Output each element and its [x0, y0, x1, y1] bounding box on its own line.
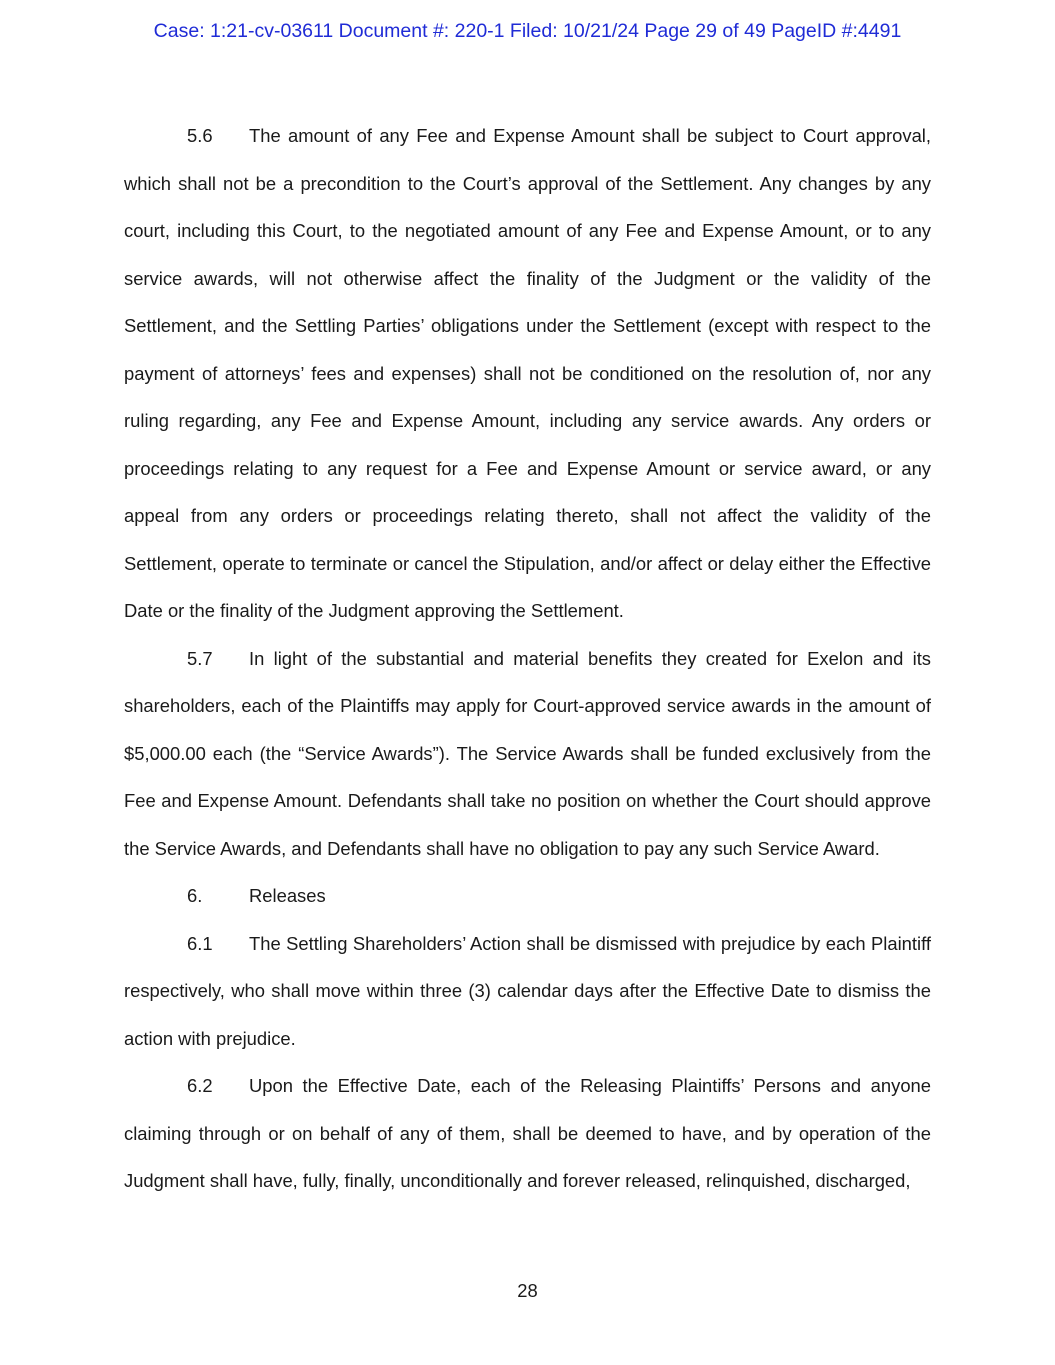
section-text: The Settling Shareholders’ Action shall be dismissed with prejudice by each Plaintiff respectively, who shall move within three (3) calendar days after the Effective Date to dismiss the action with prejudice. [124, 932, 931, 1049]
section-text: The amount of any Fee and Expense Amount shall be subject to Court approval, which shall not be a precondition to the Court’s approval of the Settlement. Any changes by any court, including this Court, to the negotiated amount of any Fee and Expense Amount, or to any service awards, will not otherwise affect the finality of the Judgment or the validity of the Settlement, and the Settling Parties’ obligations under the Settlement (except with respect to the payment of attorneys’ fees and expenses) shall not be conditioned on the resolution of, nor any ruling regarding, any Fee and Expense Amount, including any service awards. Any orders or proceedings relating to any request for a Fee and Expense Amount or service award, or any appeal from any orders or proceedings relating thereto, shall not affect the validity of the Settlement, operate to terminate or cancel the Stipulation, and/or affect or delay either the Effective Date or the finality of the Judgment approving the Settlement. [124, 125, 931, 621]
section-number: 6. [187, 885, 203, 906]
section-6-1 [124, 920, 931, 1063]
section-5-6 [124, 112, 931, 635]
section-number: 6.1 [187, 932, 213, 954]
document-body [124, 112, 931, 1205]
section-5-7 [124, 635, 931, 873]
section-text: In light of the substantial and material benefits they created for Exelon and its shareholders, each of the Plaintiffs may apply for Court-approved service awards in the amount of $5,000.00 each (the “Service Awards”). The Service Awards shall be funded exclusively from the Fee and Expense Amount. Defendants shall take no position on whether the Court should approve the Service Awards, and Defendants shall have no obligation to pay any such Service Award. [124, 647, 931, 859]
page-number: 28 [517, 1280, 538, 1301]
section-6-2 [124, 1062, 931, 1205]
section-6-heading [124, 872, 931, 920]
section-number: 5.7 [187, 647, 213, 669]
section-text: Upon the Effective Date, each of the Releasing Plaintiffs’ Persons and anyone claiming through or on behalf of any of them, shall be deemed to have, and by operation of the Judgment shall have, fully, finally, unconditionally and forever released, relinquished, discharged, [124, 1075, 931, 1191]
section-title: Releases [249, 885, 326, 906]
section-number: 6.2 [187, 1075, 213, 1096]
section-number: 5.6 [187, 125, 213, 146]
case-header: Case: 1:21-cv-03611 Document #: 220-1 Filed: 10/21/24 Page 29 of 49 PageID #:4491 [153, 20, 902, 42]
